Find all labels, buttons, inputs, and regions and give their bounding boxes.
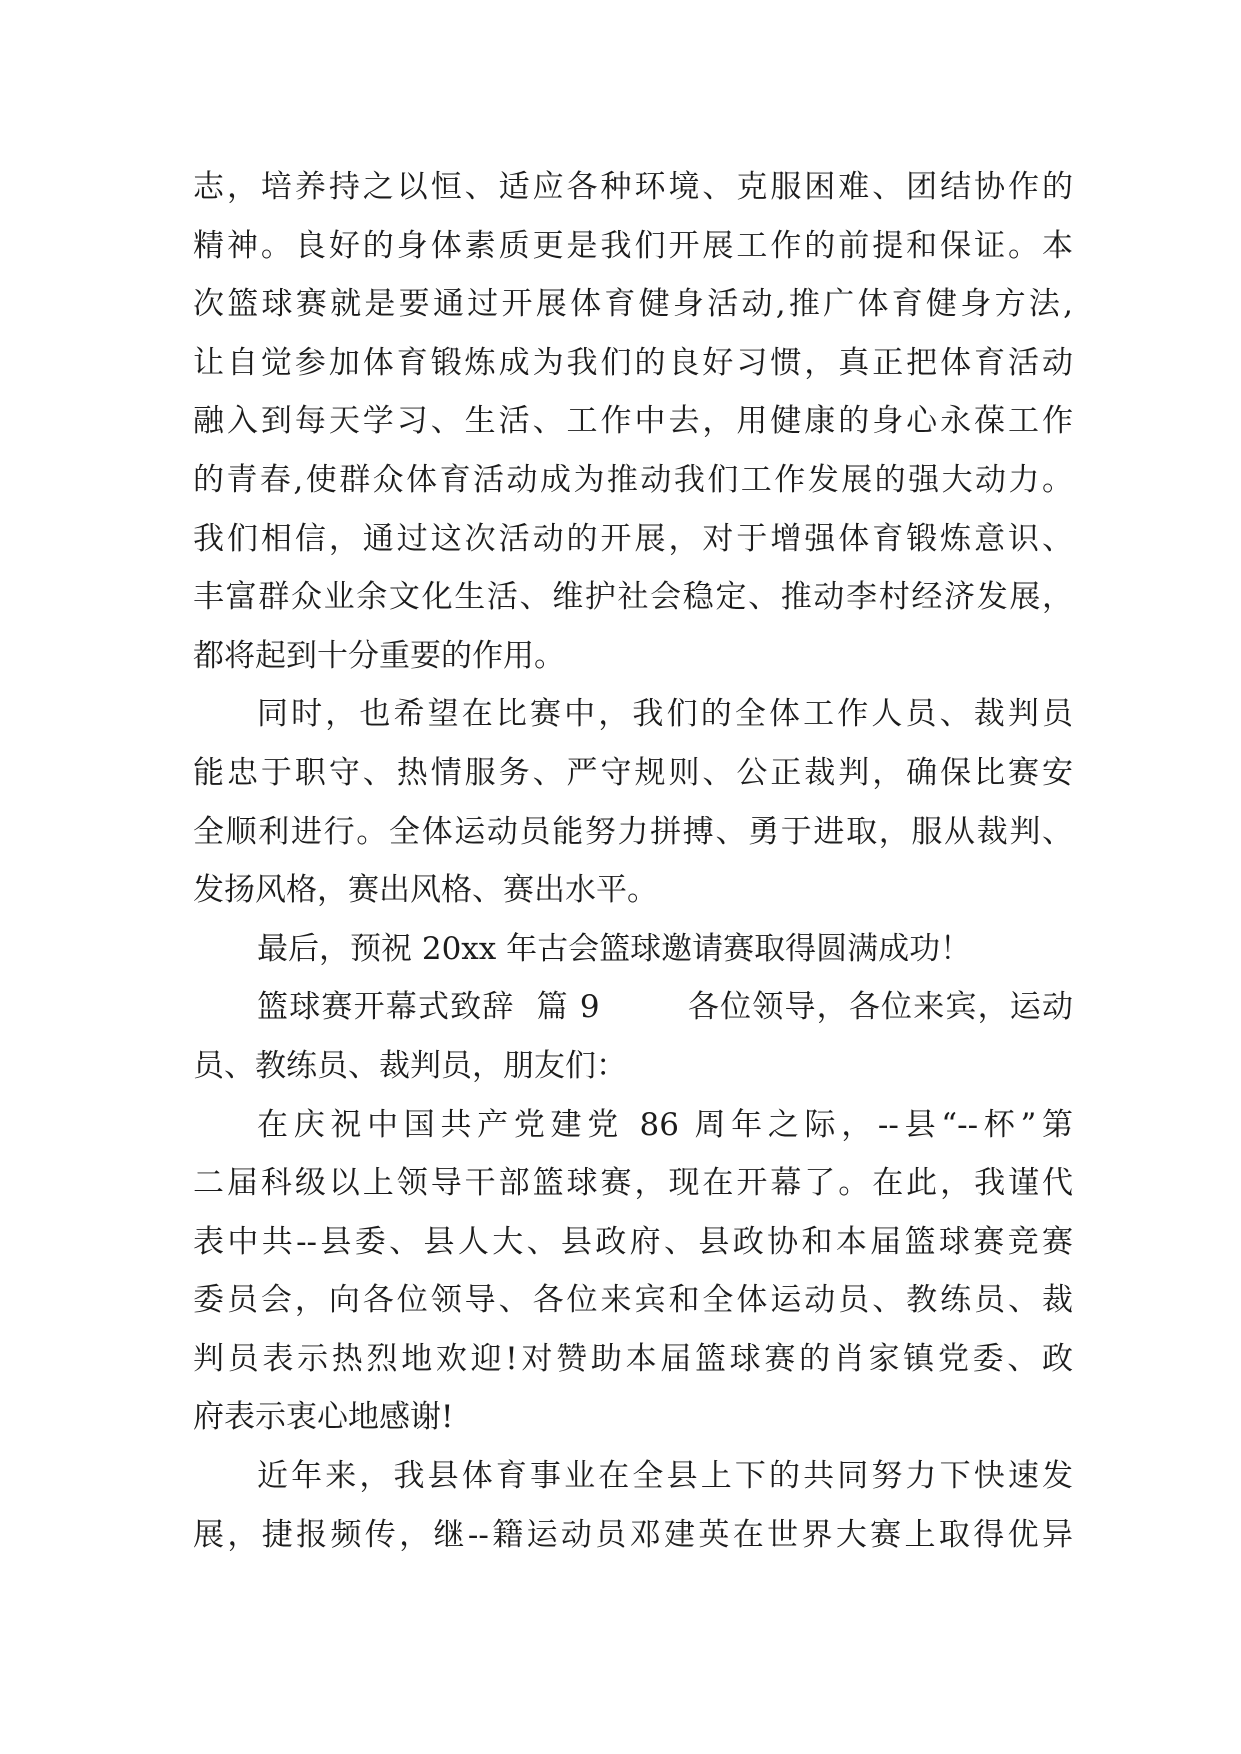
- text-line: 我们相信，通过这次活动的开展，对于增强体育锻炼意识、: [193, 520, 1073, 557]
- text-line: 让自觉参加体育锻炼成为我们的良好习惯，真正把体育活动: [193, 344, 1073, 381]
- paragraph-first-line: 同时，也希望在比赛中，我们的全体工作人员、裁判员: [257, 696, 1073, 733]
- paragraph-first-line: 在庆祝中国共产党建党 86 周年之际，--县“--杯”第: [257, 1106, 1073, 1143]
- text-line: 表中共--县委、县人大、县政府、县政协和本届篮球赛竞赛: [193, 1223, 1073, 1260]
- text-line: 融入到每天学习、生活、工作中去，用健康的身心永葆工作: [193, 403, 1073, 440]
- paragraph-first-line: 最后，预祝 20xx 年古会篮球邀请赛取得圆满成功！: [257, 930, 972, 967]
- text-line: 委员会，向各位领导、各位来宾和全体运动员、教练员、裁: [193, 1282, 1073, 1319]
- text-line: 的青春,使群众体育活动成为推动我们工作发展的强大动力。: [193, 461, 1073, 498]
- text-line: 二届科级以上领导干部篮球赛，现在开幕了。在此，我谨代: [193, 1165, 1073, 1202]
- text-line: 判员表示热烈地欢迎!对赞助本届篮球赛的肖家镇党委、政: [193, 1340, 1073, 1377]
- text-line: 员、教练员、裁判员，朋友们：: [193, 1047, 627, 1084]
- text-line: 展，捷报频传，继--籍运动员邓建英在世界大赛上取得优异: [193, 1516, 1073, 1553]
- section-heading-line: 篮球赛开幕式致辞 篇 9 各位领导，各位来宾，运动: [257, 989, 1073, 1026]
- text-line: 精神。良好的身体素质更是我们开展工作的前提和保证。本: [193, 227, 1073, 264]
- paragraph-first-line: 近年来，我县体育事业在全县上下的共同努力下快速发: [257, 1458, 1073, 1495]
- text-line: 都将起到十分重要的作用。: [193, 637, 565, 674]
- text-line: 丰富群众业余文化生活、维护社会稳定、推动李村经济发展，: [193, 579, 1073, 616]
- text-line: 全顺利进行。全体运动员能努力拼搏、勇于进取，服从裁判、: [193, 813, 1073, 850]
- text-line: 府表示衷心地感谢!: [193, 1399, 454, 1436]
- document-body: [193, 158, 1073, 1564]
- text-line: 志，培养持之以恒、适应各种环境、克服困难、团结协作的: [193, 169, 1073, 205]
- text-line: 发扬风格，赛出风格、赛出水平。: [193, 872, 658, 909]
- text-line: 能忠于职守、热情服务、严守规则、公正裁判，确保比赛安: [193, 754, 1073, 791]
- text-line: 次篮球赛就是要通过开展体育健身活动,推广体育健身方法,: [193, 286, 1073, 323]
